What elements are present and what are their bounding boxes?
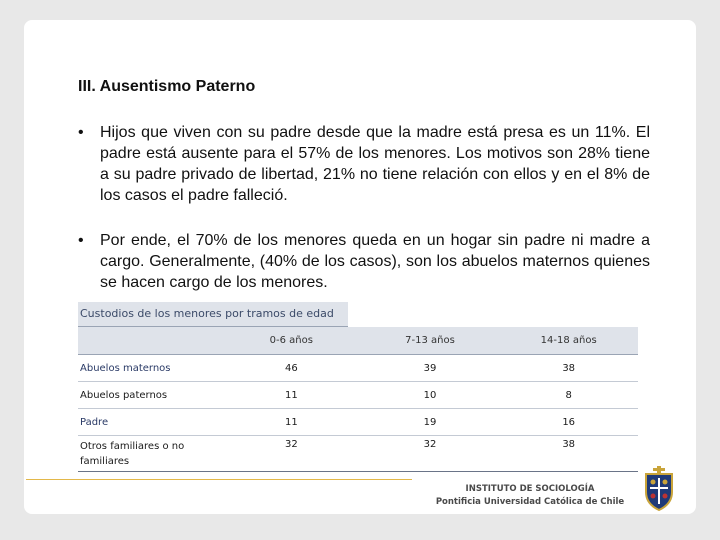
footer-institute-name: INSTITUTO DE SOCIOLOGÍA — [465, 484, 595, 494]
table-row — [78, 355, 638, 382]
table-cell: 11 — [284, 416, 298, 428]
row-label: Padre — [80, 416, 109, 428]
table-row — [78, 382, 638, 409]
bullet-text: Por ende, el 70% de los menores queda en un hogar sin padre ni madre a cargo. Generalmente, (40% de los casos), son los abuelos maternos quienes se hacen cargo de los menores. — [100, 232, 650, 291]
university-crest-icon — [640, 464, 678, 512]
table-cell: 16 — [562, 416, 576, 428]
table-cell: 38 — [562, 362, 576, 374]
row-label: Otros familiares o no familiares — [80, 441, 185, 467]
table-cell: 32 — [284, 439, 298, 450]
row-label: Abuelos paternos — [80, 389, 168, 401]
table-cell: 8 — [565, 389, 572, 401]
bullet-item — [78, 230, 650, 293]
slide-title: III. Ausentismo Paterno — [78, 78, 256, 95]
column-header: 0-6 años — [269, 335, 313, 346]
table-row — [78, 436, 638, 472]
column-header: 7-13 años — [405, 335, 455, 346]
table-cell: 39 — [423, 362, 437, 374]
bullet-item — [78, 122, 650, 206]
table-cell: 46 — [284, 362, 298, 374]
bullet-symbol: • — [78, 232, 84, 249]
table-row — [78, 409, 638, 436]
column-header: 14-18 años — [540, 335, 597, 346]
table-cell: 38 — [562, 439, 576, 450]
table-cell: 10 — [423, 389, 437, 401]
bullet-symbol: • — [78, 124, 84, 141]
table-header — [78, 327, 638, 355]
table-cell: 19 — [423, 416, 437, 428]
header-blank — [78, 327, 222, 354]
table-cell: 32 — [423, 439, 437, 450]
footer-university-name: Pontificia Universidad Católica de Chile — [435, 497, 625, 507]
row-label: Abuelos maternos — [80, 362, 171, 374]
table-caption: Custodios de los menores por tramos de edad — [78, 302, 348, 327]
bullet-text: Hijos que viven con su padre desde que la madre está presa es un 11%. El padre está ausente para el 57% de los menores. Los motivos son 28% tiene a su padre privado de libertad, 21% no tiene relación con ellos y en el 8% de los casos el padre falleció. — [100, 124, 650, 204]
custody-table — [78, 302, 638, 472]
table-cell: 11 — [284, 389, 298, 401]
footer-institution — [430, 483, 630, 509]
footer-rule — [26, 479, 412, 480]
